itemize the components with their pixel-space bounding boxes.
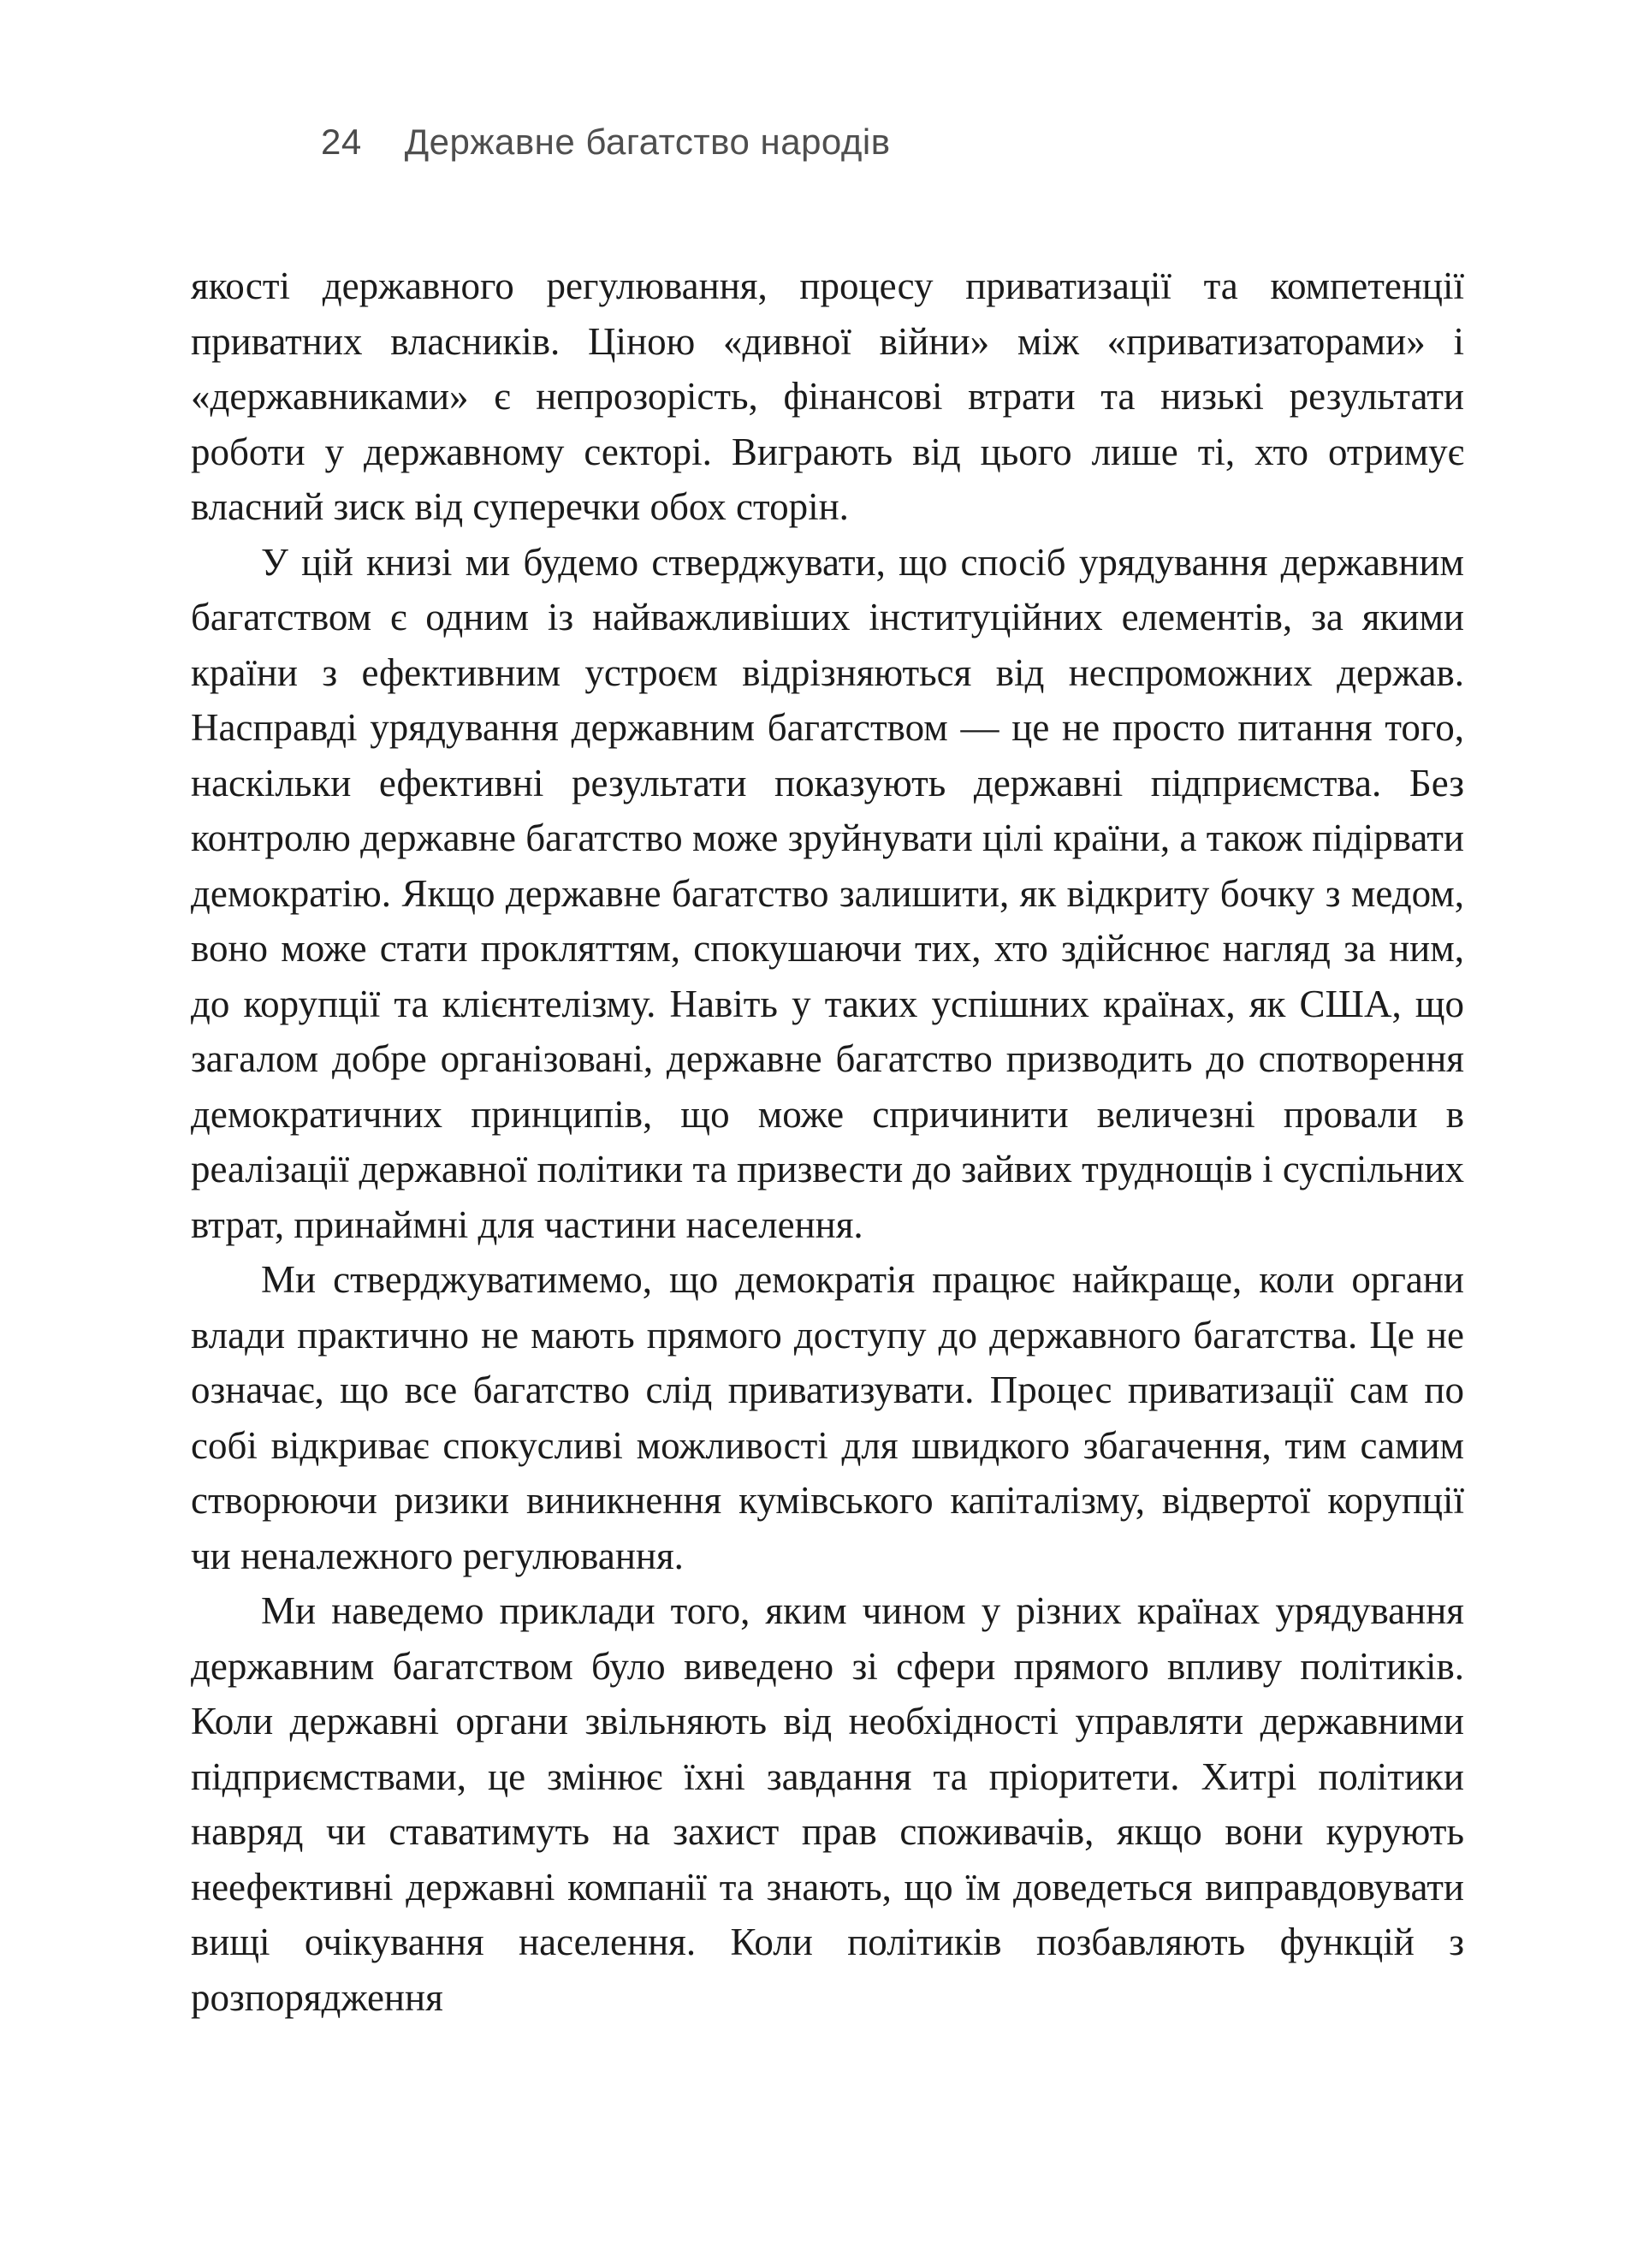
paragraph: Ми стверджуватимемо, що демократія працює найкраще, коли органи влади практично не мають прямого доступу до державного багатства. Це не означає, що все багатство слід приватизувати. Процес приватизації сам по собі відкриває спокусливі можливості для швидкого збагачення, тим самим створюючи ризики виникнення кумівського капіталізму, відвертої корупції чи неналежного регулювання. <box>191 1258 1464 1577</box>
paragraph-continuation: якості державного регулювання, процесу приватизації та компетенції приватних власників. Ціною «дивної війни» між «приватизаторами» і «державниками» є непрозорість, фінансові втрати та низькі результати роботи у державному секторі. Виграють від цього лише ті, хто отримує власний зиск від суперечки обох сторін. <box>191 264 1464 528</box>
page-body <box>191 258 1464 2025</box>
paragraph: Ми наведемо приклади того, яким чином у різних країнах урядування державним багатством було виведено зі сфери прямого впливу політиків. Коли державні органи звільняють від необхідності управляти державними підприємствами, це змінює їхні завдання та пріоритети. Хитрі політики навряд чи ставатимуть на захист прав споживачів, якщо вони курують неефективні державні компанії та знають, що їм доведеться виправдовувати вищі очікування населення. Коли політиків позбавляють функцій з розпорядження <box>191 1589 1464 2019</box>
paragraph: У цій книзі ми будемо стверджувати, що спосіб урядування державним багатством є одним із найважливіших інституційних елементів, за якими країни з ефективним устроєм відрізняються від неспроможних держав. Насправді урядування державним багатством — це не просто питання того, наскільки ефективні результати показують державні підприємства. Без контролю державне багатство може зруйнувати цілі країни, а також підірвати демократію. Якщо державне багатство залишити, як відкриту бочку з медом, воно може стати прокляттям, спокушаючи тих, хто здійснює нагляд за ним, до корупції та клієнтелізму. Навіть у таких успішних країнах, як США, що загалом добре організовані, державне багатство призводить до спотворення демократичних принципів, що може спричинити величезні провали в реалізації державної політики та призвести до зайвих труднощів і суспільних втрат, принаймні для частини населення. <box>191 540 1464 1246</box>
running-header <box>321 122 1464 163</box>
page-number: 24 <box>321 122 362 162</box>
running-title: Державне багатство народів <box>404 122 891 162</box>
